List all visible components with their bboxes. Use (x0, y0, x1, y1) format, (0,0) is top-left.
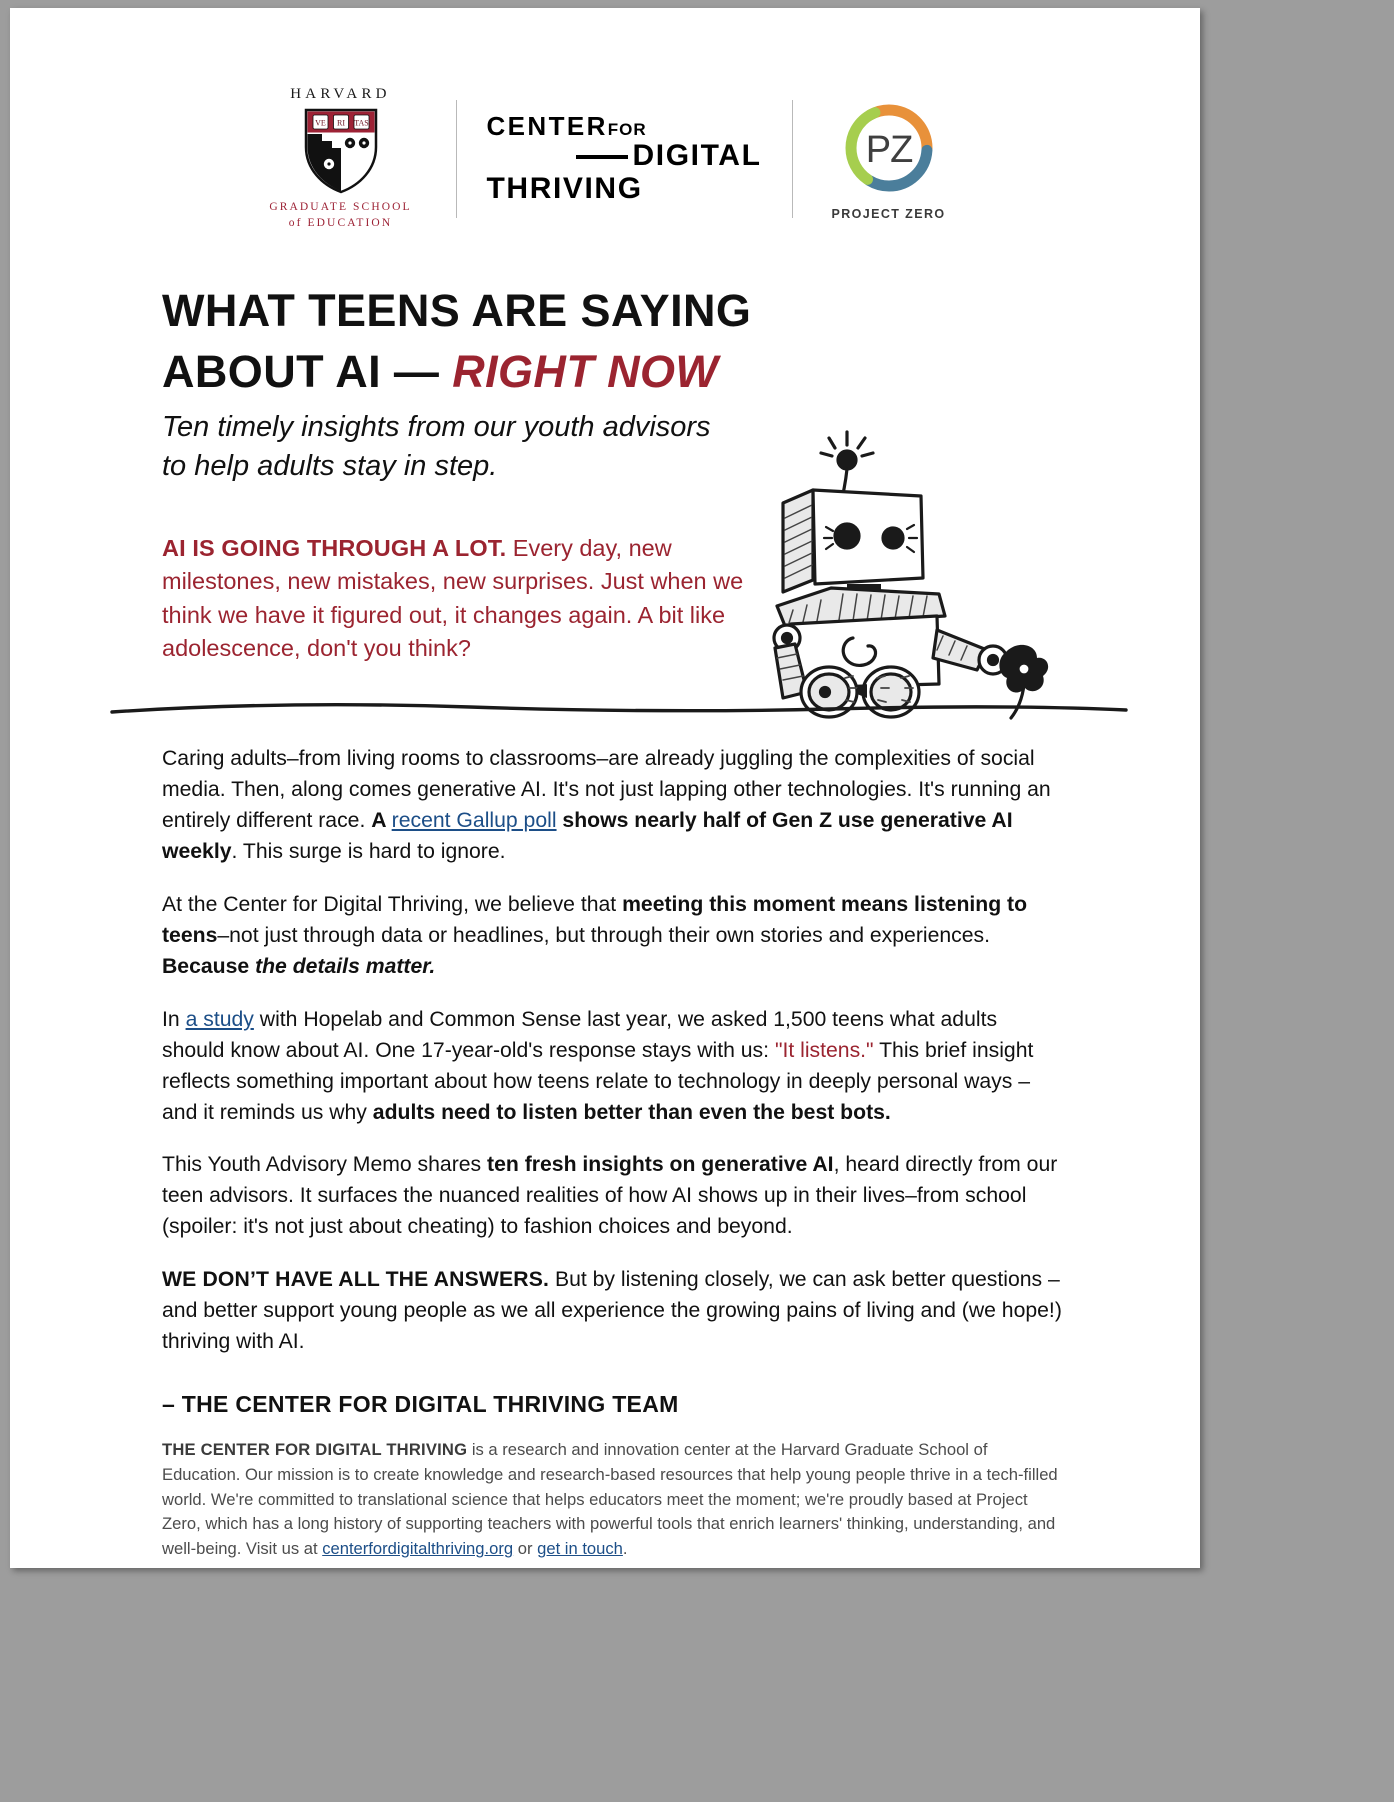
center-for-digital-thriving-logo (486, 110, 762, 205)
p3-text-c: This brief insight reflects something important about how teens relate to technology in deeply personal ways – and it reminds us why (162, 1038, 1034, 1124)
page-title (162, 280, 1042, 402)
p2-bold-a: meeting this moment means listening to teens (162, 892, 1028, 947)
intro-lead: AI IS GOING THROUGH A LOT. (162, 535, 507, 561)
about-text-b: or (513, 1539, 538, 1559)
article-body (162, 744, 1062, 1568)
paragraph-2 (162, 890, 1062, 983)
p4-text-a: This Youth Advisory Memo shares (162, 1153, 488, 1177)
paragraph-4 (162, 1150, 1062, 1243)
about-text-a: is a research and innovation center at the Harvard Graduate School of Education. Our mission is to create knowledge and research-based resources that help young people thrive in a tech-filled world. We're committed to translational science that helps educators meet the moment; we're proudly based at Project Zero, which has a long history of supporting teachers with powerful tools that enrich learners' thinking, understanding, and well-being. Visit us at (162, 1439, 1058, 1559)
headline-line-1: WHAT TEENS ARE SAYING (162, 285, 752, 336)
document-page (10, 8, 1200, 1568)
p3-text-a: In (162, 1007, 186, 1031)
cdt-underline-mark (576, 155, 628, 159)
harvard-gse-line2: of EDUCATION (288, 216, 393, 229)
logo-divider-1 (456, 100, 457, 218)
cdt-line-2 (487, 139, 762, 173)
svg-text:TAS: TAS (353, 118, 369, 128)
robot-illustration (725, 426, 1055, 726)
p3-text-b: with Hopelab and Common Sense last year, we asked 1,500 teens what adults should know about AI. One 17-year-old's response stays with us: (162, 1007, 998, 1062)
headline-line-2-plain: ABOUT AI — (162, 346, 453, 398)
p5-text: But by listening closely, we can ask better questions – and better support young people as we all experience the growing pains of living and (we hope!) thriving with AI. (162, 1268, 1062, 1354)
paragraph-5 (162, 1265, 1062, 1358)
p2-bold-italic: the details matter. (255, 954, 436, 978)
logo-bar (10, 86, 1200, 231)
get-in-touch-link[interactable]: get in touch (537, 1539, 623, 1559)
about-blurb (162, 1438, 1062, 1562)
gallup-poll-link[interactable]: recent Gallup poll (391, 808, 557, 832)
website-link[interactable]: centerfordigitalthriving.org (322, 1539, 514, 1559)
project-zero-label: PROJECT ZERO (831, 207, 946, 222)
p2-text-b: –not just through data or headlines, but through their own stories and experiences. (217, 923, 991, 947)
project-zero-ring-icon (837, 96, 941, 200)
p5-kicker: WE DON’T HAVE ALL THE ANSWERS. (162, 1268, 550, 1292)
p1-text-a: Caring adults–from living rooms to classrooms–are already juggling the complexities of social media. Then, along comes generative AI. It's not just lapping other technologies. It's running an entirely different race. (162, 747, 1051, 832)
p1-text-c: . This surge is hard to ignore. (231, 839, 506, 863)
cdt-digital-word: DIGITAL (632, 138, 762, 172)
harvard-gse-line1: GRADUATE SCHOOL (269, 201, 412, 213)
hand-drawn-divider (110, 698, 1128, 720)
svg-text:VE: VE (314, 118, 326, 128)
logo-divider-2 (792, 100, 793, 218)
signoff: – THE CENTER FOR DIGITAL THRIVING TEAM (162, 1391, 679, 1418)
page-subtitle: Ten timely insights from our youth advisors to help adults stay in step. (162, 411, 711, 483)
cdt-line-3: THRIVING (486, 171, 643, 205)
p4-bold: ten fresh insights on generative AI (487, 1153, 834, 1177)
p2-text-a: At the Center for Digital Thriving, we believe that (162, 892, 623, 916)
p1-bold-b: shows nearly half of Gen Z use generative AI weekly (162, 808, 1013, 863)
headline-accent: RIGHT NOW (452, 346, 719, 398)
cdt-line-1 (486, 110, 762, 141)
svg-text:RI: RI (336, 118, 345, 128)
harvard-gse-logo (256, 86, 426, 231)
p1-bold-a: A (371, 808, 392, 832)
project-zero-logo (823, 96, 955, 221)
a-study-link[interactable]: a study (185, 1007, 254, 1031)
about-text-c: . (622, 1539, 628, 1559)
p2-bold-b: Because (162, 954, 256, 978)
intro-rest: Every day, new milestones, new mistakes, new surprises. Just when we think we have it figured out, it changes again. A bit like adolescence, don't you think? (162, 535, 744, 662)
p4-text-b: , heard directly from our teen advisors. It surfaces the nuanced realities of how AI shows up in their lives–from school (spoiler: it's not just about cheating) to fashion choices and beyond. (162, 1153, 1058, 1239)
p3-bold: adults need to listen better than even the best bots. (372, 1100, 891, 1124)
about-lead: THE CENTER FOR DIGITAL THRIVING (162, 1439, 468, 1459)
harvard-shield-icon (256, 107, 426, 195)
cdt-for-word: FOR (607, 119, 647, 139)
teen-quote: "It listens." (774, 1038, 874, 1062)
harvard-wordmark: HARVARD (290, 86, 391, 102)
paragraph-3 (162, 1005, 1062, 1129)
cdt-center-word: CENTER (486, 110, 608, 141)
intro-callout (162, 532, 747, 665)
svg-text:PZ: PZ (865, 129, 912, 172)
paragraph-1 (162, 744, 1062, 868)
headline-line-2 (162, 341, 1042, 402)
